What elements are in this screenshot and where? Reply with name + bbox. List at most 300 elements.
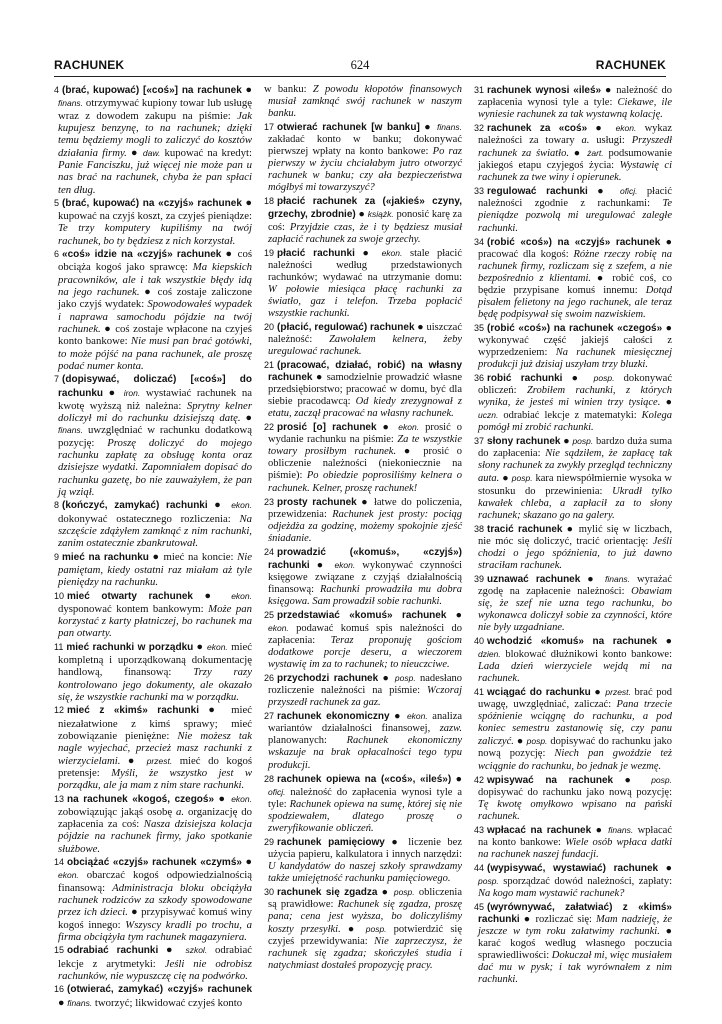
definition-text: należność do zapłacenia wynosi tyle a tyle: [268, 786, 462, 810]
column-3 [474, 84, 672, 987]
dictionary-entry [264, 84, 462, 120]
definition-text: ● [241, 856, 253, 869]
example-text: Wczoraj przyszedł rachunek za gaz. [268, 685, 462, 709]
headword: uznawać rachunek [487, 573, 581, 585]
example-text: a. [581, 135, 590, 147]
definition-text: ● [103, 386, 124, 399]
header-right-word: RACHUNEK [595, 58, 666, 72]
definition-text: obliczenia są prawidłowe: [268, 887, 463, 911]
headword: rachunek pamięciowy [277, 836, 385, 848]
headword: mieć z «kimś» rachunki [67, 705, 199, 717]
dictionary-entry [474, 435, 672, 521]
definition-text: ponosić karę za coś: [268, 209, 462, 233]
dictionary-entry [474, 901, 672, 986]
headword: tracić rachunek [487, 523, 563, 535]
example-text: Różne rzeczy robię na rachunek firmy, rozliczam się z szefem, a nie bezpośrednio z klientami. [478, 248, 672, 284]
entry-number: 27 [264, 711, 275, 722]
example-text: Lada dzień wierzyciele wejdą mi na rachunek. [478, 661, 672, 685]
definition-text: otrzymywać kupiony towar lub usługę wraz z dowodem zakupu na piśmie: [58, 97, 252, 122]
example-text: Nasza dzisiejsza kolacja pójdzie na rachunek firmy, jako spotkanie służbowe. [58, 818, 252, 855]
definition-text: odrabiać lekcje z matematyki: [498, 410, 642, 422]
entry-number: 6 [54, 249, 60, 260]
headword: mieć na rachunku [62, 551, 149, 563]
dictionary-entry [474, 236, 672, 321]
example-text: Wystawię ci rachunek za twe winy i opierunek. [478, 160, 673, 184]
example-text: Nie zaprzeczysz, że rachunek się zgadza; skończyłeś studia i natychmiast dostałeś propozycję pracy. [268, 936, 462, 972]
definition-text: sporządzać dowód należności, zapłaty: [498, 875, 672, 887]
dictionary-entry [264, 710, 462, 771]
usage-label: ekon. [231, 793, 252, 804]
entry-number: 23 [264, 496, 275, 507]
example-text: Rachunek jest prosty: pociąg odjeżdża za godzinę, możemy spokojnie zjeść śniadanie. [268, 508, 462, 544]
example-text: Z powodu kłopotów finansowych musiał zamknąć swój rachunek w naszym banku. [268, 84, 462, 120]
column-2 [264, 84, 462, 973]
example-text: Ukradł tylko kawałek chleba, a zapłacił za to słony rachunek; skazano go na galery. [478, 485, 672, 521]
headword: (dopisywać, doliczać) [«coś»] do rachunku [58, 374, 252, 399]
usage-label: książk. [367, 209, 394, 220]
example-text: Nie pamiętam, kiedy ostatni raz miałam aż tyle pieniędzy na rachunku. [58, 550, 253, 589]
usage-label: posp. [365, 924, 387, 935]
usage-label: oficj. [619, 186, 638, 197]
headword: płacić rachunek za («jakieś» czyny, grzechy, zbrodnie) [268, 196, 462, 221]
example-text: Proszę doliczyć do mojego rachunku zapłatę za obsługę konta oraz dzisiejsze wydatki. Zapomniałem dopisać do rachunku gazetę, bo nie zauważyłem, że pan ją wziął. [58, 436, 252, 498]
headword: rachunek się zgadza [277, 887, 378, 898]
definition-text: zobowiązując jakąś osobę [58, 805, 177, 818]
headword: wciągać do rachunku [487, 687, 591, 699]
usage-label: finans. [67, 997, 93, 1008]
definition-text: tworzyć; likwidować czyjeś konto [92, 996, 243, 1009]
definition-text: ● [419, 122, 437, 134]
entry-number: 9 [54, 551, 60, 562]
usage-label: ekon. [615, 123, 637, 134]
usage-label: ekon. [206, 641, 228, 652]
example-text: a. [176, 805, 185, 818]
example-text: Te trzy komputery kupiliśmy na twój rachunek, bo ty będziesz z nich korzystał. [58, 222, 252, 247]
definition-text: ● [376, 422, 399, 434]
usage-label: posp. [593, 373, 615, 384]
dictionary-entry [474, 824, 672, 861]
entry-number: 32 [474, 123, 485, 134]
definition-text: ● [446, 609, 462, 621]
usage-label: posp. [394, 673, 416, 684]
dictionary-entry [54, 704, 252, 791]
usage-label: ekon. [381, 247, 403, 258]
dictionary-entry [264, 421, 462, 494]
usage-label: ekon. [398, 422, 420, 433]
definition-text: ● wykonywać część jakiejś całości z wyprzedzeniem: [478, 322, 673, 358]
dictionary-entry [264, 836, 462, 885]
dictionary-entry [54, 983, 252, 1009]
headword: robić rachunki [487, 373, 563, 385]
definition-text: ● rozliczać się: [519, 914, 596, 926]
headword: na rachunek «kogoś, czegoś» [67, 793, 215, 805]
headword: mieć rachunki w porządku [66, 641, 194, 653]
example-text: Po raz pierwszy w życiu chciałabym jutro otworzyć rachunek w banku; czy ała bezpieczeństwa mógłbyś mi towarzyszyć? [268, 146, 462, 194]
usage-label: ekon. [231, 590, 252, 601]
header-rule [54, 76, 666, 77]
example-text: Na kogo mam wystawić rachunek? [478, 888, 625, 899]
example-text: Te pieniądze pozwolą mi uregulować zaległe rachunki. [478, 198, 672, 234]
usage-label: finans. [605, 573, 631, 584]
headword: rachunek ekonomiczny [277, 711, 390, 723]
definition-text: dopisywać do rachunku jako nową pozycję: [478, 786, 672, 798]
entry-number: 7 [54, 374, 60, 385]
entry-number: 43 [474, 824, 485, 835]
example-text: Zrobiłem rachunki, z których wynika, że jesteś mi winien trzy tysiące. [478, 385, 672, 409]
usage-label: żart. [587, 148, 604, 159]
example-text: Za te wszystkie towary prosiłbym rachunek. [268, 434, 463, 458]
entry-number: 10 [54, 590, 65, 601]
example-text: Na szczęście zdążyłem zamknąć z nim rachunki, zanim ostatecznie zbankrutował. [58, 512, 252, 550]
headword: (wyrównywać, załatwiać) z «kimś» rachunki [478, 902, 672, 926]
entry-number: 37 [474, 436, 485, 447]
example-text: Od kiedy zrezygnował z etatu, zaczął pracować na własny rachunek. [268, 396, 462, 420]
definition-text: prosić o wydanie rachunku na piśmie: [268, 422, 462, 446]
definition-text: mieć do kogoś pretensje: [58, 754, 252, 779]
definition-text: wykaz należności za towary [478, 123, 673, 147]
example-text: Mam nadzieję, że jeszcze w tym roku załatwimy rachunki. [478, 914, 672, 938]
headword: (otwierać, zamykać) «czyjś» rachunek [67, 984, 252, 996]
definition-text: ● [613, 774, 652, 786]
definition-text: wykonywać czynności księgowe związane z czyjąś działalnością finansową: [268, 559, 462, 595]
entry-number: 42 [474, 774, 485, 785]
definition-text: podawać komuś spis należności do zapłacenia: [268, 623, 462, 647]
dictionary-entry [54, 499, 252, 549]
definition-text: usługi: [589, 135, 632, 147]
headword: (pracować, działać, robić) na własny rachunek [268, 360, 462, 384]
example-text: Po obiedzie poprosiliśmy kelnera o rachunek. Kelner, proszę rachunek! [268, 470, 462, 494]
example-text: Administracja bloku obciążyła rachunek rodziców za szkody spowodowane przez ich dzieci. [58, 881, 253, 919]
dictionary-entry [54, 793, 252, 856]
running-header [54, 58, 666, 78]
headword: przedstawiać «komuś» rachunek [277, 609, 447, 621]
entry-number: 45 [474, 902, 485, 913]
usage-label: ekon. [58, 870, 79, 881]
headword: przychodzi rachunek [277, 673, 379, 685]
entry-number: 5 [54, 197, 60, 208]
definition-text: ● [590, 687, 606, 699]
headword: odrabiać rachunki [67, 945, 159, 957]
definition-text: ● [193, 640, 207, 653]
example-text: Wiele osób wpłaca datki na rachunek naszej fundacji. [478, 836, 672, 860]
definition-text: obarczać kogoś odpowiedzialnością finansową: [58, 869, 252, 894]
dictionary-entry [264, 609, 462, 671]
example-text: Na rachunek miesięcznej produkcji już dzisiaj uszyłam trzy bluzki. [478, 346, 672, 371]
definition-text: ● [158, 944, 186, 957]
usage-label: ekon. [231, 500, 252, 511]
definition-text: ● [241, 84, 252, 96]
entry-number: 28 [264, 773, 275, 784]
usage-label: finans. [436, 122, 462, 133]
example-text: Rachunki prowadziła mu dobra księgowa. Sam prowadził sobie rachunki. [268, 583, 462, 607]
example-text: U kandydatów do naszej szkoły sprawdzamy także umiejętność rachunku pamięciowego. [268, 860, 462, 884]
entries-columns [54, 84, 673, 1014]
definition-text: ● [499, 473, 512, 485]
dictionary-entry [474, 185, 672, 234]
entry-number: 40 [474, 636, 485, 647]
usage-label: szkol. [185, 945, 208, 956]
definition-text: planowanych: [268, 735, 347, 747]
definition-text: ● [340, 924, 366, 936]
usage-label: posp. [651, 774, 672, 785]
definition-text: ● [560, 436, 573, 448]
dictionary-entry [474, 573, 672, 634]
definition-text: wyrażać zgodę na zapłacenie należności: [478, 573, 673, 597]
definition-text: ● [389, 711, 407, 723]
headword: rachunek wynosi «ileś» [487, 85, 602, 96]
definition-text: odrabiać lekcje z arytmetyki: [58, 944, 252, 970]
dictionary-entry [264, 321, 462, 358]
definition-text: ● [192, 589, 232, 602]
headword: obciążać «czyjś» rachunek «czymś» [67, 857, 242, 869]
example-text: Rachunek ekonomiczny wskazuje na brak opłacalności tego typu produkcji. [268, 735, 462, 771]
headword: wpisywać na rachunek [487, 774, 614, 786]
header-left-word: RACHUNEK [54, 58, 125, 72]
definition-text: ● [354, 247, 382, 259]
usage-label: posp. [572, 436, 594, 447]
dictionary-entry [474, 774, 672, 823]
example-text: zazw. [439, 723, 462, 735]
dictionary-entry [264, 195, 462, 245]
definition-text: ● [660, 397, 672, 409]
headword: (robić «coś») na «czyjś» rachunek [487, 236, 661, 248]
usage-label: finans. [58, 98, 84, 109]
dictionary-entry [264, 546, 462, 608]
example-text: Nie musi pan brać gotówki, to może pójść na pana rachunek, ale proszę podać numer konta. [58, 335, 252, 372]
definition-text: ● kupować na czyjś koszt, za czyjeś pieniądze: [58, 196, 252, 223]
example-text: Kolega pomógł mi zrobić rachunki. [478, 410, 672, 434]
definition-text: ● [591, 824, 609, 836]
entry-number: 18 [264, 196, 275, 207]
usage-label: przest. [605, 687, 631, 698]
usage-label: finans. [58, 425, 84, 436]
headword: (kończyć, zamykać) rachunki [62, 500, 208, 512]
entry-number: 4 [54, 85, 60, 95]
definition-text: nadesłano rozliczenie należności na piśmie: [268, 673, 462, 697]
column-1 [54, 84, 252, 1010]
definition-text: ● [126, 146, 143, 159]
usage-label: ekon. [268, 623, 289, 634]
entry-number: 35 [474, 322, 485, 333]
example-text: Może pan korzystać z karty płatniczej, bo rachunek ma pan otwarty. [58, 602, 252, 640]
example-text: Pana trzecie spóźnienie wciągnę do rachunku, a pod koniec semestru zastanowię się, czy panu zaliczyć. [478, 699, 672, 748]
example-text: Panie Fanciszku, już więcej nie może pan u nas brać na rachunek, chyba że pan spłaci ten dług. [58, 158, 252, 196]
dictionary-entry [54, 944, 252, 982]
example-text: Dotąd pisałem felietony na jego rachunek, ale teraz będę podpisywał się swoim nazwiskiem. [478, 284, 672, 320]
definition-text: ● [587, 123, 616, 135]
example-text: Trzy razy kontrolowano jego dokumenty, ale okazało się, że wszystkie rachunki ma w porządku. [58, 666, 252, 703]
entry-number: 31 [474, 85, 485, 95]
dictionary-entry [264, 496, 462, 545]
example-text: Zawołałem kelnera, żeby uregulować rachunek. [268, 333, 462, 357]
entry-number: 30 [264, 887, 275, 897]
usage-label: uczn. [478, 410, 499, 421]
example-text: Jeśli chodzi o jego spóźnienia, to już dawno straciłam rachunek. [478, 535, 672, 571]
entry-number: 8 [54, 500, 60, 511]
definition-text: ● należność do zapłacenia wynosi tyle a tyle: [478, 85, 672, 109]
entry-number: 44 [474, 862, 485, 873]
definition-text: ● [58, 996, 68, 1009]
entry-number: 39 [474, 573, 485, 584]
definition-text: w banku: [264, 84, 313, 95]
usage-label: daw. [142, 147, 161, 158]
example-text: Jak kupujesz benzynę, to na rachunek; dzięki temu będziemy mogli to zaliczyć do kosztów działania firmy. [58, 109, 252, 159]
dictionary-entry [54, 84, 252, 196]
entry-number: 38 [474, 523, 485, 534]
example-text: Teraz proponuję gościom dodatkowe porcje deseru, a wieczorem wystawię im za to rachunek; to nieuczciwe. [268, 635, 463, 671]
definition-text: stale płacić należności według przedstawionych rachunków; wydawać na utrzymanie domu: [268, 247, 463, 283]
usage-label: ekon. [334, 559, 356, 570]
definition-text: blokować dłużnikowi konto bankowe: [500, 649, 672, 661]
example-text: Nie sądziłem, że zapłacę tak słony rachunek za zwykły przegląd techniczny auta. [478, 448, 673, 485]
definition-text: ● karać kogoś według własnego poczucia sprawiedliwości: [478, 926, 672, 962]
definition-text: wpłacać na konto bankowe: [478, 824, 672, 848]
definition-text: wystawiać rachunek na kwotę wyższą niż należna: [58, 386, 252, 412]
definition-text: ● [240, 412, 252, 425]
headword: (brać, kupować) na «czyjś» rachunek [62, 197, 242, 209]
headword: prosty rachunek [277, 496, 357, 508]
entry-number: 16 [54, 984, 65, 995]
definition-text: ● [309, 559, 335, 571]
entry-number: 17 [264, 122, 275, 133]
headword: rachunek opiewa na («coś», «ileś») [277, 773, 452, 785]
dictionary-entry [264, 672, 462, 709]
definition-text: ● samodzielnie prowadzić własne przedsiębiorstwo; pracować w domu, być dla siebie pracodawcą: [268, 372, 462, 408]
definition-text: ● uiszczać należność: [268, 321, 463, 345]
entry-number: 41 [474, 687, 485, 698]
definition-text: dokonywać obliczeń: [478, 373, 672, 397]
definition-text: ● [355, 209, 368, 221]
definition-text: ● przypisywać komuś winy kogoś innego: [58, 906, 252, 931]
example-text: Rachunek się zgadza, proszę pana; cena jest wyższa, bo doliczyliśmy koszty przesyłki. [268, 899, 463, 936]
definition-text: mieć kompletną i uporządkowaną dokumentację handlową, finansową: [58, 640, 252, 679]
definition-text: organizację do zapłacenia za coś: [58, 805, 253, 831]
definition-text: ● [214, 792, 232, 805]
example-text: Myśli, że wszystko jest w porządku, ale ja mam z nim stare rachunki. [58, 766, 252, 792]
entry-number: 21 [264, 360, 275, 371]
headword: otwierać rachunek [w banku] [277, 122, 420, 134]
dictionary-entry [54, 248, 252, 372]
dictionary-entry [474, 372, 672, 434]
headword: regulować rachunki [487, 186, 588, 198]
definition-text: ● [207, 499, 232, 512]
dictionary-entry [54, 641, 252, 704]
usage-label: posp. [393, 887, 415, 897]
example-text: Obawiam się, że szef nie uzna tego rachunku, bo wykonawca doliczył sobie za czynności, które nie były uzgadniane. [478, 585, 672, 634]
entry-number: 13 [54, 793, 65, 804]
definition-text: kupować na kredyt: [160, 146, 252, 159]
entry-number: 36 [474, 373, 485, 384]
usage-label: przest. [146, 755, 173, 766]
example-text: Wszyscy kradli po trochu, a firma obciążyła tym rachunek magazyniera. [58, 918, 252, 943]
page-number: 624 [350, 58, 370, 72]
entry-number: 33 [474, 186, 485, 197]
definition-text: ● [562, 373, 594, 385]
usage-label: finans. [608, 824, 634, 835]
dictionary-entry [54, 590, 252, 640]
definition-text: ● [580, 573, 605, 585]
definition-text: ● mieć niezałatwione z kimś sprawy; mieć zobowiązanie pieniężne: [58, 704, 252, 742]
entry-number: 26 [264, 673, 275, 684]
dictionary-entry [54, 551, 252, 589]
definition-text: ● mylić się w liczbach, nie móc się doliczyć, tracić orientację: [478, 523, 672, 547]
headword: prosić [o] rachunek [277, 422, 377, 434]
entry-number: 24 [264, 546, 275, 557]
example-text: Ma kiepskich pracowników, ale i tak wszystkie błędy idą na jego rachunek. [58, 261, 252, 298]
headword: wpłacać na rachunek [487, 824, 592, 836]
example-text: W połowie miesiąca płacę rachunki za światło, gaz i telefon. Trzeba popłacić wszystkie rachunki. [268, 283, 462, 319]
definition-text: bardzo duża suma do zapłacenia: [478, 436, 673, 460]
dictionary-entry [474, 862, 672, 900]
entry-number: 19 [264, 247, 275, 258]
dictionary-entry [474, 322, 672, 371]
dictionary-entry [54, 856, 252, 943]
entry-number: 22 [264, 422, 275, 433]
definition-text: ● [378, 673, 395, 685]
headword: słony rachunek [487, 436, 561, 448]
headword: (robić «coś») na rachunek «czegoś» [487, 322, 663, 334]
example-text: Rachunek opiewa na sumę, której się nie spodziewałem, dlatego proszę o zweryfikowanie obliczeń. [268, 798, 462, 834]
definition-text: ● coś zostaje zaliczone jako czyjś wydatek: [58, 286, 252, 311]
entry-number: 20 [264, 321, 275, 332]
definition-text: ● prosić o obliczenie należności (niekoniecznie na piśmie): [268, 446, 462, 482]
example-text: Spowodowałeś wypadek i naprawa samochodu pójdzie na twój rachunek. [58, 298, 252, 335]
dictionary-entry [474, 122, 672, 184]
entry-number: 15 [54, 945, 65, 956]
usage-label: oficj. [268, 786, 286, 797]
usage-label: posp. [511, 473, 533, 484]
example-text: Niech pan gwoździe też wciągnie do rachunku, bo jednak je wezmę. [478, 748, 672, 772]
dictionary-entry [474, 84, 672, 121]
entry-number: 29 [264, 836, 275, 847]
definition-text: potwierdzić się czyjeś przewidywania: [268, 924, 462, 948]
definition-text: ● pracować dla kogoś: [478, 236, 673, 260]
definition-text: ● [451, 773, 462, 785]
headword: «coś» idzie na «czyjś» rachunek [62, 249, 222, 261]
usage-label: posp. [526, 736, 548, 747]
headword: wchodzić «komuś» na rachunek [487, 636, 658, 648]
definition-text: brać pod uwagę, uwzględniać, zaliczać: [478, 687, 673, 711]
dictionary-entry [264, 886, 462, 972]
definition-text: analiza wariantów działalności finansowej, [268, 711, 463, 735]
definition-text: ● liczenie bez użycia papieru, kalkulatora i innych narzędzi: [268, 836, 462, 860]
definition-text: ● coś zostaje wpłacone na czyjeś konto bankowe: [58, 322, 252, 348]
definition-text: zakładać konto w banku; dokonywać pierwszej wpłaty na konto bankowe: [268, 134, 462, 158]
example-text: Nie możesz tak nagle wyjechać, przecież masz rachunki z wierzycielami. [58, 729, 252, 767]
usage-label: iron. [123, 387, 141, 398]
definition-text: podsumowanie jakiegoś etapu czyjegoś życia: [478, 148, 673, 172]
example-text: Przyszedł rachunek za światło. [478, 135, 672, 160]
dictionary-entry [474, 635, 672, 685]
example-text: Sprytny kelner doliczył mi do rachunku dzisiejszą datę. [58, 399, 252, 425]
entry-number: 25 [264, 609, 275, 620]
definition-text: dokonywać ostatecznego rozliczenia: [58, 512, 240, 525]
dictionary-entry [54, 373, 252, 498]
definition-text: ● robić coś, co będzie przypisane komuś innemu: [478, 272, 672, 296]
definition-text: ● [658, 862, 673, 874]
example-text: Dokuczał mi, więc musiałem dać mu w pysk; i tak wyrównałem z nim rachunki. [478, 950, 672, 986]
dictionary-entry [474, 523, 672, 572]
headword: rachunek za «coś» [487, 123, 588, 135]
dictionary-entry [474, 686, 672, 772]
definition-text: ● [377, 887, 394, 898]
example-text: Jeśli nie odrobisz rachunków, nie wypuszczę cię na podwórko. [58, 957, 252, 982]
dictionary-entry [264, 121, 462, 194]
definition-text: ● mieć na koncie: [148, 550, 238, 563]
definition-text: ● łatwe do policzenia, przewidzenia: [268, 496, 462, 520]
definition-text: ● [568, 148, 588, 160]
headword: (płacić, regulować) rachunek [277, 321, 415, 333]
